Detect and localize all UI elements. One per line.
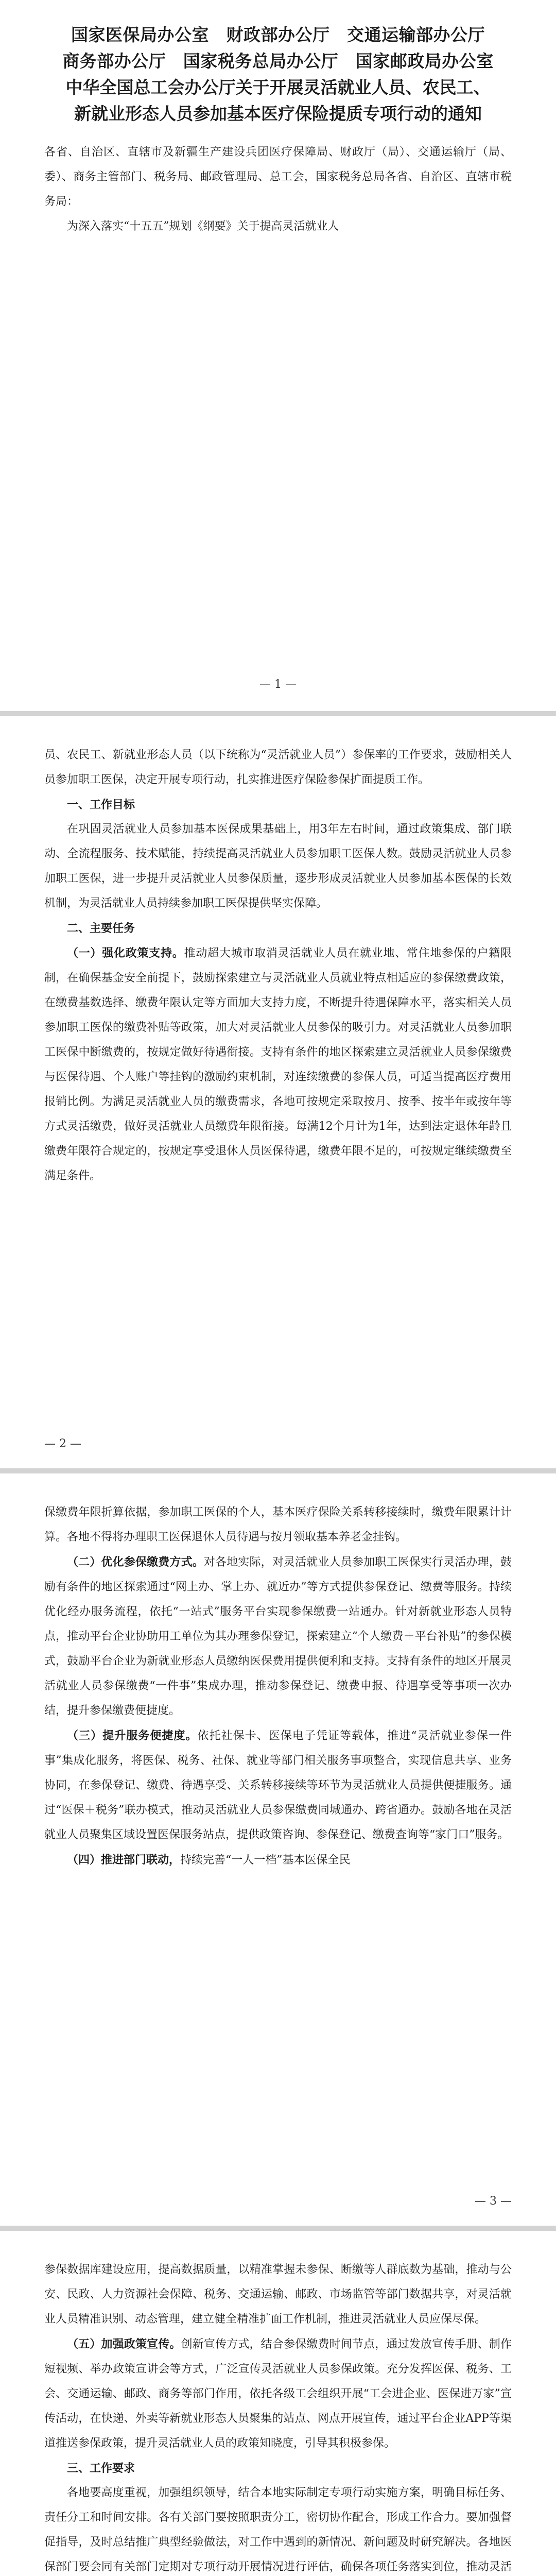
page-number: — 1 — xyxy=(259,678,297,691)
paragraph-body: 创新宣传方式，结合参保缴费时间节点，通过发放宣传手册、制作短视频、举办政策宣讲会等方式，广泛宣传灵活就业人员参保政策。充分发挥医保、税务、工会、交通运输、邮政、商务等部门作用，依托各级工会组织开展“工会进企业、医保进万家”宣传活动，在快递、外卖等新就业形态人员聚集的站点、网点开展宣传，通过平台企业APP等渠道推送参保政策，提升灵活就业人员的政策知晓度，引导其积极参保。 xyxy=(44,2338,512,2450)
section-heading-goals: 一、工作目标 xyxy=(67,798,135,811)
agencies-line-1: 国家医保局办公室 财政部办公厅 交通运输部办公厅 xyxy=(71,25,485,45)
document-title-line-2: 新就业形态人员参加基本医疗保险提质专项行动的通知 xyxy=(74,104,482,124)
paragraph: 员、农民工、新就业形态人员（以下统称为“灵活就业人员”）参保率的工作要求，鼓励相关人员参加职工医保，决定开展专项行动，扎实推进医疗保险参保扩面提质工作。 xyxy=(44,749,512,786)
paragraph xyxy=(44,941,512,1189)
section-heading-requirements: 三、工作要求 xyxy=(67,2462,135,2475)
paragraph-body: 依托社保卡、医保电子凭证等载体，推进“灵活就业参保一件事”集成化服务，将医保、税务、社保、就业等部门相关服务事项整合，实现信息共享、业务协同，在参保登记、缴费、待遇享受、关系转移接续等环节为灵活就业人员提供便捷服务。通过“医保＋税务”联办模式，推动灵活就业人员参保缴费同城通办、跨省通办。鼓励各地在灵活就业人员聚集区域设置医保服务站点，提供政策咨询、参保登记、缴费查询等“家门口”服务。 xyxy=(44,1730,512,1841)
paragraph xyxy=(44,1723,512,1848)
paragraph-body: 对各地实际，对灵活就业人员参加职工医保实行灵活办理，鼓励有条件的地区探索通过“网上办、掌上办、就近办”等方式提供参保登记、缴费等服务。持续优化经办服务流程，依托“一站式”服务平台实现参保缴费一站通办。针对新就业形态人员特点，推动平台企业协助用工单位为其办理参保登记，探索建立“个人缴费＋平台补贴”的参保模式，鼓励平台企业为新就业形态人员缴纳医保费用提供便利和支持。支持有条件的地区开展灵活就业人员参保缴费“一件事”集成办理，推动参保登记、缴费申报、待遇享受等事项一次办结，提升参保缴费便捷度。 xyxy=(44,1556,512,1717)
paragraph-lead: （三）提升服务便捷度。 xyxy=(67,1729,198,1742)
paragraph xyxy=(44,2332,512,2456)
document-page-2 xyxy=(0,716,556,1473)
document-page-4 xyxy=(0,2231,556,2576)
paragraph-body: 持续完善“一人一档”基本医保全民 xyxy=(180,1854,351,1867)
paragraph-lead: （四）推进部门联动， xyxy=(67,1853,181,1867)
paragraph: 在巩固灵活就业人员参加基本医保成果基础上，用3年左右时间，通过政策集成、部门联动、全流程服务、技术赋能，持续提高灵活就业人员参加职工医保人数。鼓励灵活就业人员参加职工医保，进一步提升灵活就业人员参保质量，逐步形成灵活就业人员参加基本医保的长效机制，为灵活就业人员持续参加职工医保提供坚实保障。 xyxy=(44,823,512,910)
paragraph xyxy=(44,1848,512,1873)
document-page-1 xyxy=(0,0,556,716)
page-number: — 2 — xyxy=(44,1437,81,1450)
intro-paragraph: 为深入落实“十五五”规划《纲要》关于提高灵活就业人 xyxy=(67,220,339,233)
document-page-3 xyxy=(0,1473,556,2231)
paragraph: 保缴费年限折算依据，参加职工医保的个人，基本医疗保险关系转移接续时，缴费年限累计计算。各地不得将办理职工医保退休人员待遇与按月领取基本养老金挂钩。 xyxy=(44,1506,512,1544)
paragraph-lead: （二）优化参保缴费方式。 xyxy=(67,1555,204,1569)
paragraph-body: 推动超大城市取消灵活就业人员在就业地、常住地参保的户籍限制，在确保基金安全前提下，鼓励探索建立与灵活就业人员就业特点相适应的参保缴费政策，在缴费基数选择、缴费年限认定等方面加大支持力度，不断提升待遇保障水平，落实相关人员参加职工医保的缴费补贴等政策，加大对灵活就业人员参保的吸引力。对灵活就业人员参加职工医保中断缴费的，按规定做好待遇衔接。支持有条件的地区探索建立灵活就业人员参保缴费与医保待遇、个人账户等挂钩的激励约束机制，对连续缴费的参保人员，可适当提高医疗费用报销比例。为满足灵活就业人员的缴费需求，各地可按规定采取按月、按季、按半年或按年等方式灵活缴费，做好灵活就业人员缴费年限衔接。每满12个月计为1年，达到法定退休年龄且缴费年限符合规定的，按规定享受退休人员医保待遇，缴费年限不足的，可按规定继续缴费至满足条件。 xyxy=(44,947,512,1182)
page-number: — 3 — xyxy=(475,2195,512,2208)
paragraph: 参保数据库建设应用，提高数据质量，以精准掌握未参保、断缴等人群底数为基础，推动与公安、民政、人力资源社会保障、税务、交通运输、邮政、市场监管等部门数据共享，对灵活就业人员精准识别、动态管理，建立健全精准扩面工作机制，推进灵活就业人员应保尽保。 xyxy=(44,2263,512,2326)
agencies-line-2: 商务部办公厅 国家税务总局办公厅 国家邮政局办公室 xyxy=(62,51,494,71)
paragraph-lead: （一）强化政策支持。 xyxy=(67,946,184,960)
paragraph xyxy=(44,1550,512,1723)
paragraph-lead: （五）加强政策宣传。 xyxy=(67,2337,181,2351)
paragraph: 各地要高度重视，加强组织领导，结合本地实际制定专项行动实施方案，明确目标任务、责任分工和时间安排。各有关部门要按照职责分工，密切协作配合，形成工作合力。要加强督促指导，及时总结推广典型经验做法，对工作中遇到的新情况、新问题及时研究解决。各地医保部门要会同有关部门定期对专项行动开展情况进行评估，确保各项任务落实到位，推动灵活 xyxy=(44,2486,512,2573)
document-title-line-1: 中华全国总工会办公厅关于开展灵活就业人员、农民工、 xyxy=(65,77,491,97)
section-heading-tasks: 二、主要任务 xyxy=(67,922,135,935)
recipients: 各省、自治区、直辖市及新疆生产建设兵团医疗保障局、财政厅（局）、交通运输厅（局、委）、商务主管部门、税务局、邮政管理局、总工会，国家税务总局各省、自治区、直辖市税务局： xyxy=(44,146,512,208)
